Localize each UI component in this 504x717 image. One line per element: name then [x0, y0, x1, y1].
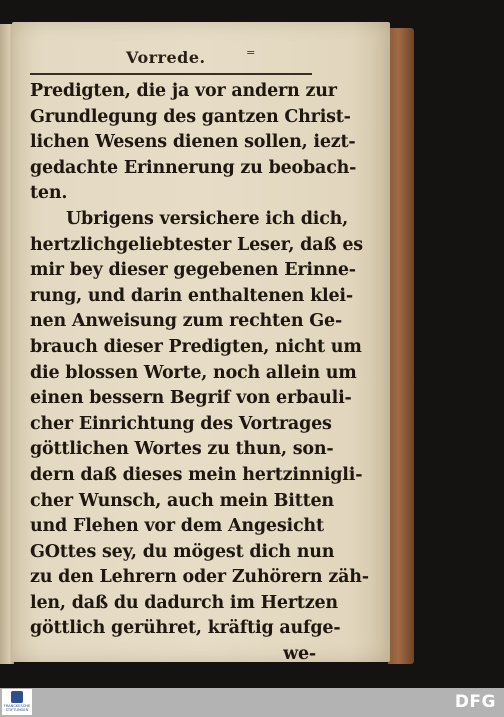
text-line: GOttes sey, du mögest dich nun: [30, 541, 335, 562]
text-line: nen Anweisung zum rechten Ge-: [30, 311, 343, 332]
text-line: len, daß du dadurch im Hertzen: [30, 592, 338, 613]
text-line: göttlichen Wortes zu thun, son-: [30, 439, 334, 460]
signature-mark: ⁼: [246, 46, 256, 67]
text-line: Predigten, die ja vor andern zur: [30, 81, 337, 101]
viewer-footer-bar: [0, 688, 504, 717]
logo-emblem-icon: [11, 691, 23, 703]
text-line: zu den Lehrern oder Zuhörern zäh-: [30, 567, 369, 588]
text-line: lichen Wesens dienen sollen, iezt-: [30, 132, 356, 153]
text-line: brauch dieser Predigten, nicht um: [30, 336, 362, 357]
page-header: [28, 48, 312, 70]
catchword: we-: [283, 644, 316, 665]
text-line: und Flehen vor dem Angesicht: [30, 516, 324, 537]
text-line: rung, und darin enthaltenen klei-: [30, 285, 353, 306]
text-line: einen bessern Begrif von erbauli-: [30, 388, 352, 409]
logo-text: FRANCKESCHE STIFTUNGEN: [3, 704, 31, 712]
body-text: [30, 79, 369, 668]
dfg-logo[interactable]: DFG: [454, 692, 496, 712]
text-line: ten.: [30, 183, 68, 204]
institution-logo[interactable]: [2, 689, 32, 715]
text-line: dern daß dieses mein hertzinnigli-: [30, 464, 363, 485]
header-rule: [30, 73, 312, 75]
text-line: Ubrigens versichere ich dich,: [66, 208, 349, 229]
text-line: hertzlichgeliebtester Leser, daß es: [30, 234, 363, 255]
book-edge-right: [388, 28, 414, 664]
text-line: göttlich gerühret, kräftig aufge-: [30, 618, 341, 639]
text-line: mir bey dieser gegebenen Erinne-: [30, 260, 356, 281]
text-line: cher Einrichtung des Vortrages: [30, 413, 332, 434]
running-head: Vorrede.: [126, 48, 206, 67]
text-line: die blossen Worte, noch allein um: [30, 362, 357, 383]
text-line: gedachte Erinnerung zu beobach-: [30, 157, 357, 178]
text-line: cher Wunsch, auch mein Bitten: [30, 490, 334, 511]
text-line: Grundlegung des gantzen Christ-: [30, 106, 351, 127]
